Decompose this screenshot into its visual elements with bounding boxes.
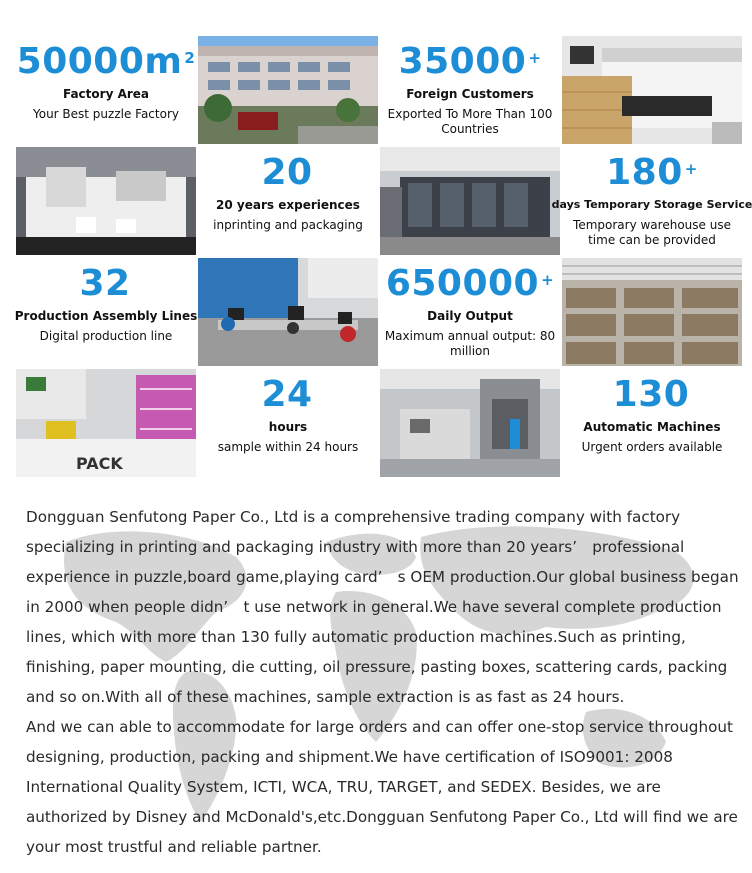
box-machine-photo — [16, 147, 196, 255]
printing-machine-photo — [562, 36, 742, 144]
warehouse-photo — [562, 258, 742, 366]
stat-label: hours — [268, 420, 308, 434]
stat-sub: inprinting and packaging — [213, 218, 363, 232]
about-paragraph-1: Dongguan Senfutong Paper Co., Ltd is a comprehensive trading company with factory specializing in printing and packaging industry with more than 20 years’ professional experience in puzzle,board game,playing card’ s OEM production.Our global business began in 2000 when people didn’ t use network in general.We have several complete production lines, which with more than 130 fully automatic production machines.Such as printing, finishing, paper mounting, die cutting, oil pressure, pasting boxes, scattering cards, packing and so on.With all of these machines, sample extraction is as fast as 24 hours. — [26, 508, 739, 706]
office-photo — [198, 258, 378, 366]
stat-automatic-machines — [562, 369, 742, 477]
stat-foreign-customers — [380, 36, 560, 144]
stat-label: days Temporary Storage Service — [551, 198, 752, 211]
factory-building-photo — [198, 36, 378, 144]
stat-sub: Exported To More Than 100 Countries — [387, 107, 553, 136]
stat-number: 50000m $^2$ — [16, 41, 196, 82]
stat-sub: Maximum annual output: 80 million — [384, 329, 556, 358]
stat-sub: Temporary warehouse use time can be provided — [573, 218, 731, 247]
stat-factory-area — [16, 36, 196, 144]
stat-number: 650000 + — [385, 263, 555, 304]
stat-sub: Urgent orders available — [581, 440, 723, 454]
stat-label: Factory Area — [62, 87, 150, 101]
stat-daily-output — [380, 258, 560, 366]
stats-grid — [14, 36, 752, 478]
stat-sub: Digital production line — [39, 329, 173, 343]
stat-number: 180 + — [606, 152, 698, 193]
stat-number: 32 — [79, 263, 131, 304]
stat-label: Daily Output — [427, 309, 513, 323]
packing-machine-photo — [16, 369, 196, 477]
stat-sub: Your Best puzzle Factory — [32, 107, 179, 121]
stat-storage-service — [551, 147, 752, 255]
stat-number: 24 — [261, 374, 313, 415]
stat-label: Production Assembly Lines — [14, 309, 198, 323]
stat-years-experience — [198, 147, 378, 255]
stat-assembly-lines — [16, 258, 196, 366]
stat-number: 35000 + — [398, 41, 542, 82]
stat-sub: sample within 24 hours — [217, 440, 359, 454]
stat-label: Foreign Customers — [406, 87, 534, 101]
company-description — [26, 502, 742, 862]
about-paragraph-2: And we can able to accommodate for large orders and can offer one-stop service throughout designing, production, packing and shipment.We have certification of ISO9001: 2008 International Quality System, ICTI, WCA, TRU, TARGET, and SEDEX. Besides, we are authorized by Disney and McDonald's,etc.Dongguan Senfutong Paper Co., Ltd will find we are your most trustful and reliable partner. — [26, 718, 738, 856]
svg-text:PACK: PACK — [76, 454, 123, 473]
stat-number: 20 — [261, 152, 313, 193]
production-workshop-photo — [380, 369, 560, 477]
stat-label: Automatic Machines — [583, 420, 721, 434]
stat-number: 130 — [612, 374, 690, 415]
stat-sample-hours — [198, 369, 378, 477]
stat-label: 20 years experiences — [216, 198, 360, 212]
press-line-photo — [380, 147, 560, 255]
